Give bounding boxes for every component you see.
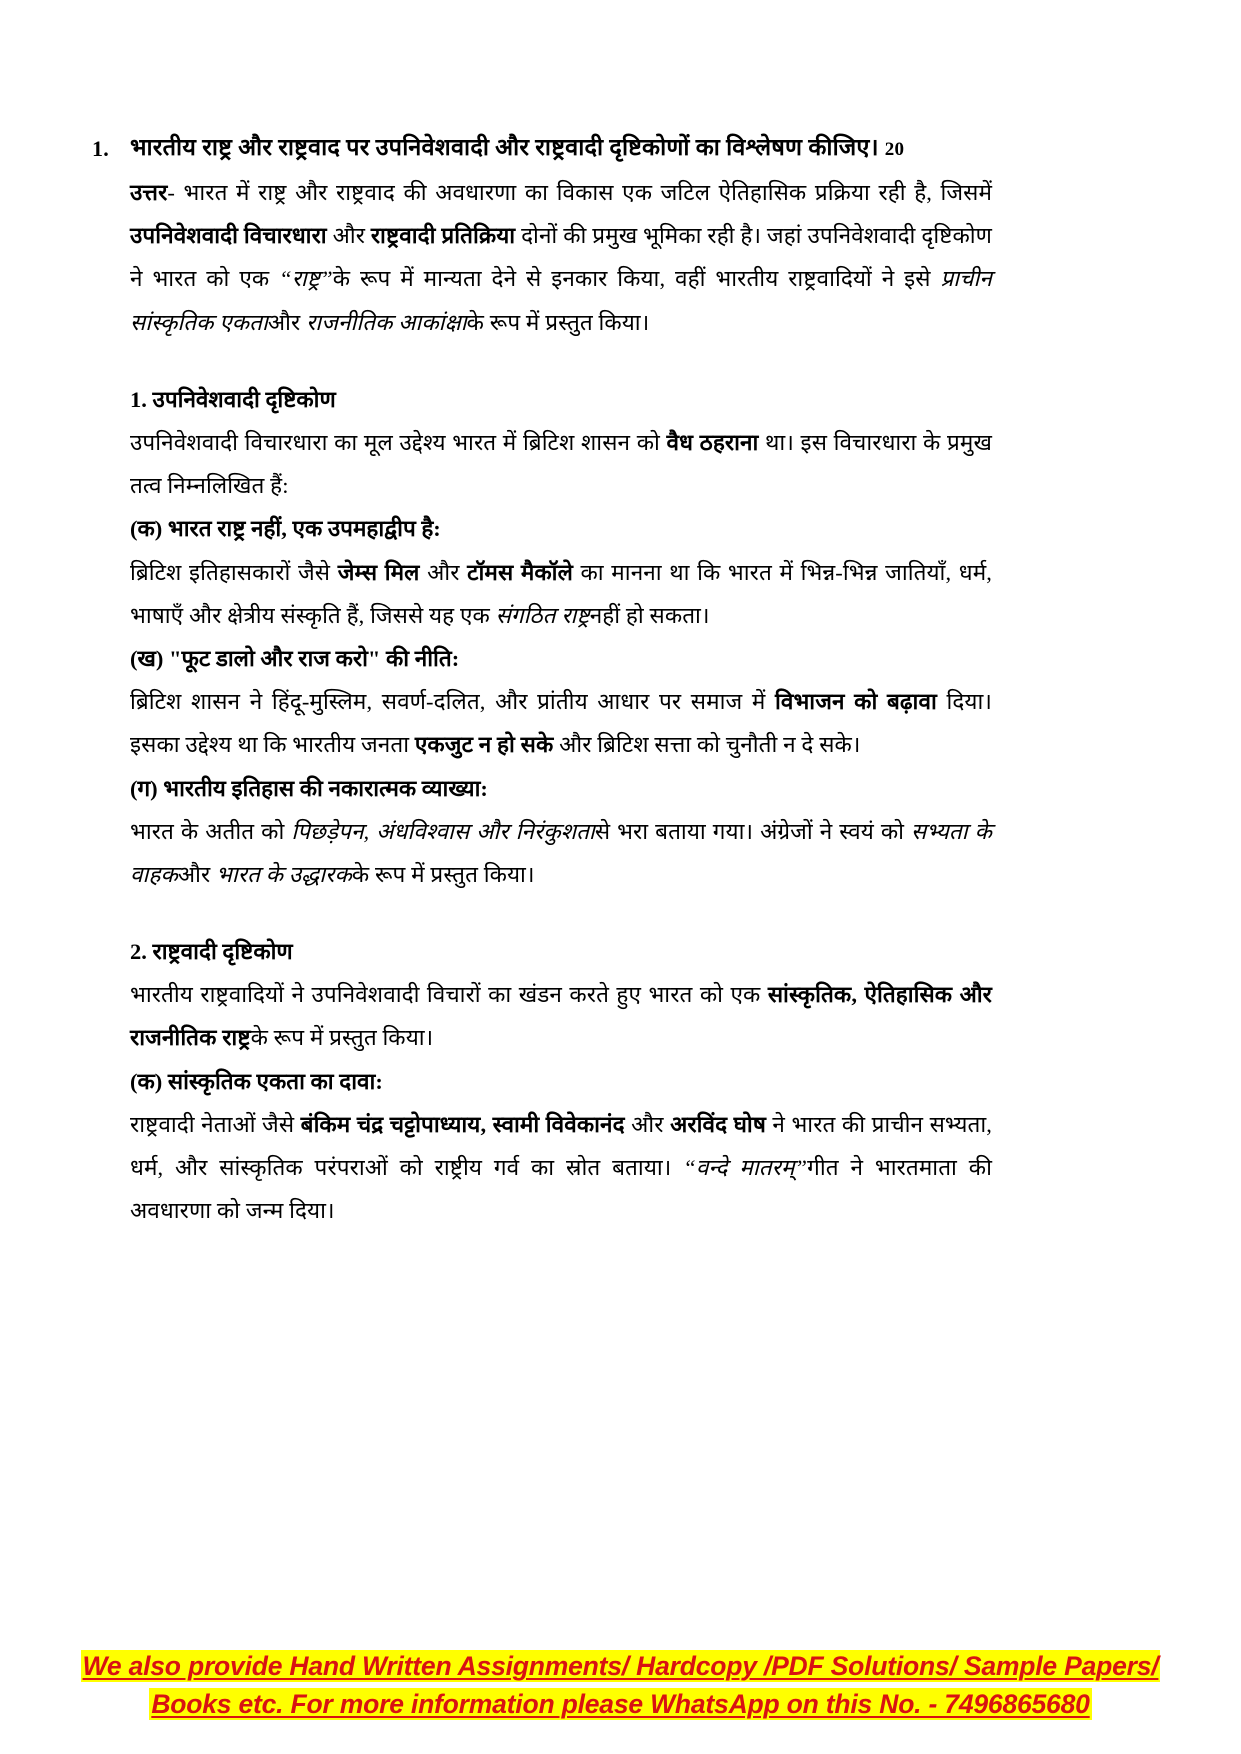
promo-line-1: We also provide Hand Written Assignments/ Hardcopy /PDF Solutions/ Sample Papers/ [82,1651,1159,1681]
intro-seg-6: के रूप में प्रस्तुत किया। [466,309,650,335]
answer-body [130,171,992,1232]
s1a-bold-1: जेम्स मिल [337,559,420,585]
section-2a-paragraph [130,1103,992,1233]
intro-bold-2: राष्ट्रवादी प्रतिक्रिया [370,223,516,249]
intro-italic-1: “राष्ट्र” [279,266,333,292]
promo-line-2: Books etc. For more information please WhatsApp on this No. - 7496865680 [151,1688,1090,1719]
s1a-seg-2: और [419,559,468,585]
s1c-seg-4: के रूप में प्रस्तुत किया। [351,861,535,887]
s1b-seg-2: दिया। इसका उद्देश्य था कि भारतीय जनता [130,689,992,758]
promo-line-2-wrap [0,1686,1241,1724]
intro-seg-2: और [326,223,371,249]
question-text-wrap [130,126,992,171]
section-1c-heading: (ग) भारतीय इतिहास की नकारात्मक व्याख्या: [130,775,488,801]
s1-lead-seg-2: था। इस विचारधारा के प्रमुख तत्व निम्नलिखित हैं: [130,430,992,499]
intro-seg-1: - भारत में राष्ट्र और राष्ट्रवाद की अवधारणा का विकास एक जटिल ऐतिहासिक प्रक्रिया रही है, जिसमें [167,180,992,206]
promo-banner [0,1648,1241,1723]
question-text: भारतीय राष्ट्र और राष्ट्रवाद पर उपनिवेशवादी और राष्ट्रवादी दृष्टिकोणों का विश्लेषण कीजिए। [130,135,879,161]
spacer [130,344,992,378]
s2a-seg-1: राष्ट्रवादी नेताओं जैसे [130,1111,301,1137]
intro-seg-4: के रूप में मान्यता देने से इनकार किया, वहीं भारतीय राष्ट्रवादियों ने इसे [332,266,941,292]
s2a-bold-1: बंकिम चंद्र चट्टोपाध्याय, स्वामी विवेकानंद [300,1111,625,1137]
question-marks: 20 [884,139,905,160]
section-1-heading: 1. उपनिवेशवादी दृष्टिकोण [130,386,336,412]
s2-lead-seg-1: भारतीय राष्ट्रवादियों ने उपनिवेशवादी विचारों का खंडन करते हुए भारत को एक [130,982,768,1008]
s1c-italic-3: भारत के उद्धारक [216,861,352,887]
answer-label: उत्तर [130,180,168,206]
document-content [92,126,992,1232]
section-1b-paragraph [130,680,992,766]
promo-line-1-wrap [0,1648,1241,1686]
s2a-seg-2: और [624,1111,671,1137]
answer-intro-paragraph [130,171,992,344]
s1c-italic-1: पिछड़ेपन, अंधविश्वास और निरंकुशता [291,818,595,844]
s2-lead-bold-1: सांस्कृतिक, ऐतिहासिक और राजनीतिक राष्ट्र [130,982,992,1051]
section-2-heading: 2. राष्ट्रवादी दृष्टिकोण [130,939,293,965]
intro-seg-5: और [267,309,307,335]
s1a-seg-3: का मानना था कि भारत में भिन्न-भिन्न जातियाँ, धर्म, भाषाएँ और क्षेत्रीय संस्कृति हैं, जिससे यह एक [130,559,992,628]
spacer [130,896,992,930]
section-2-lead [130,973,992,1059]
s1b-bold-1: विभाजन को बढ़ावा [775,689,937,715]
s1c-seg-3: और [177,861,217,887]
s1a-italic-1: संगठित राष्ट्र [495,602,590,628]
s1a-seg-4: नहीं हो सकता। [589,602,710,628]
s1b-seg-1: ब्रिटिश शासन ने हिंदू-मुस्लिम, सवर्ण-दलित, और प्रांतीय आधार पर समाज में [130,689,776,715]
s2a-seg-4: गीत ने भारतमाता की अवधारणा को जन्म दिया। [130,1155,992,1224]
s1a-seg-1: ब्रिटिश इतिहासकारों जैसे [130,559,338,585]
s1a-bold-2: टॉमस मैकॉले [467,559,573,585]
section-1a-heading: (क) भारत राष्ट्र नहीं, एक उपमहाद्वीप है: [130,516,441,542]
intro-seg-3: दोनों की प्रमुख भूमिका रही है। जहां उपनिवेशवादी दृष्टिकोण ने भारत को एक [130,223,993,292]
s2-lead-seg-2: के रूप में प्रस्तुत किया। [250,1025,434,1051]
s1c-seg-2: से भरा बताया गया। अंग्रेजों ने स्वयं को [594,818,911,844]
s1c-seg-1: भारत के अतीत को [130,818,292,844]
s2a-bold-2: अरविंद घोष [670,1111,766,1137]
section-1b-heading: (ख) "फूट डालो और राज करो" की नीति: [130,645,460,671]
intro-italic-2: प्राचीन सांस्कृतिक एकता [130,266,992,335]
s2a-seg-3: ने भारत की प्राचीन सभ्यता, धर्म, और सांस्कृतिक परंपराओं को राष्ट्रीय गर्व का स्रोत बताया। [130,1111,993,1181]
section-1a-paragraph [130,551,992,637]
question-heading [92,126,992,171]
section-2a-heading: (क) सांस्कृतिक एकता का दावा: [130,1068,383,1094]
s1-lead-bold-1: वैध ठहराना [666,430,759,456]
s1-lead-seg-1: उपनिवेशवादी विचारधारा का मूल उद्देश्य भारत में ब्रिटिश शासन को [130,430,667,456]
intro-italic-3: राजनीतिक आकांक्षा [306,309,467,335]
section-1c-paragraph [130,810,992,896]
s1b-seg-3: और ब्रिटिश सत्ता को चुनौती न दे सके। [553,732,861,758]
intro-bold-1: उपनिवेशवादी विचारधारा [130,223,327,249]
section-1-lead [130,421,992,507]
question-number: 1. [92,136,109,161]
s1b-bold-2: एकजुट न हो सके [414,732,554,758]
s1c-italic-2: सभ्यता के वाहक [130,818,992,887]
s2a-italic-1: “वन्दे मातरम्” [683,1155,808,1181]
